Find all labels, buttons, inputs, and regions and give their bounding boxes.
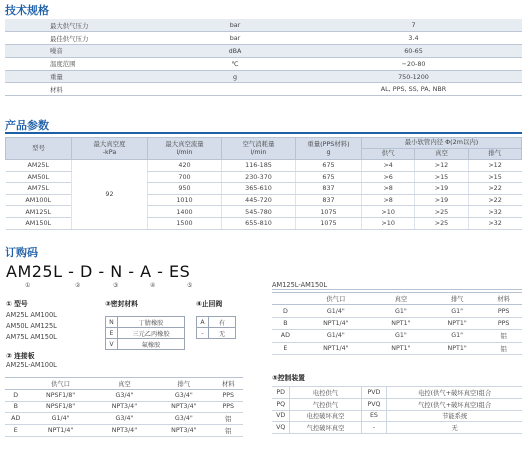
control-cell: PVD [361, 387, 387, 399]
right-cell: G1/4" [299, 330, 373, 342]
product-row [6, 160, 522, 172]
product-model: AM125L [6, 206, 72, 218]
right-cell: NPT1" [373, 342, 429, 354]
spec-row [5, 45, 522, 58]
left-col: 真空 [95, 378, 154, 390]
left-cell: NPT3/4" [95, 425, 154, 437]
left-cell: E [5, 425, 26, 437]
spec-value: 3.4 [305, 32, 522, 45]
product-rule [5, 132, 522, 134]
product-vac: >15 [415, 171, 468, 183]
right-row [272, 305, 522, 317]
right-cell: AD [272, 330, 299, 342]
left-col [5, 378, 26, 390]
left-cell: G3/4" [154, 413, 213, 425]
seal-code: V [106, 339, 118, 350]
left-cell: PPS [214, 389, 243, 401]
spec-row [5, 83, 522, 96]
product-weight: 837 [296, 183, 362, 195]
product-supply: >8 [362, 194, 415, 206]
spec-unit: dBA [165, 45, 305, 58]
col-model: 型号 [6, 138, 72, 160]
left-cell: AD [5, 413, 26, 425]
product-exhaust: >15 [468, 171, 521, 183]
control-cell: VQ [272, 422, 290, 434]
seal-row [106, 317, 185, 328]
seal-desc: 氟橡胶 [118, 339, 185, 350]
control-cell: PQ [272, 398, 290, 410]
control-cell: 无 [387, 422, 522, 434]
right-col: 材料 [485, 293, 522, 305]
product-exhaust: >32 [468, 206, 521, 218]
spec-param: 最大供气压力 [5, 19, 165, 32]
right-col: 排气 [429, 293, 485, 305]
spec-row [5, 70, 522, 83]
left-col: 材料 [214, 378, 243, 390]
product-weight: 675 [296, 160, 362, 172]
spec-value: 60-65 [305, 45, 522, 58]
spec-value: 7 [305, 19, 522, 32]
product-air: 545-780 [222, 206, 296, 218]
product-supply: >10 [362, 206, 415, 218]
control-cell: - [361, 422, 387, 434]
spec-param: 最佳供气压力 [5, 32, 165, 45]
product-vac: >19 [415, 194, 468, 206]
right-cell: D [272, 305, 299, 317]
right-cell: NPT1" [373, 317, 429, 329]
check-table [196, 316, 236, 339]
check-desc: 无 [209, 328, 236, 339]
product-exhaust: >22 [468, 194, 521, 206]
right-cell: 铝 [485, 330, 522, 342]
col-vac: 真空 [415, 149, 468, 160]
left-row [5, 425, 243, 437]
product-flow: 950 [148, 183, 222, 195]
control-cell: 节能系统 [387, 410, 522, 422]
product-weight: 1075 [296, 217, 362, 229]
check-row [197, 317, 236, 328]
right-col: 供气口 [299, 293, 373, 305]
product-air: 445-720 [222, 194, 296, 206]
left-cell: G3/4" [95, 389, 154, 401]
left-header [5, 378, 243, 390]
control-row [272, 422, 522, 434]
product-air: 365-610 [222, 183, 296, 195]
product-exhaust: >32 [468, 217, 521, 229]
left-row [5, 413, 243, 425]
control-cell: ES [361, 410, 387, 422]
spec-row [5, 57, 522, 70]
right-row [272, 330, 522, 342]
control-cell: 电控(供气+破坏真空)组合 [387, 387, 522, 399]
control-row [272, 387, 522, 399]
left-cell: G3/4" [154, 389, 213, 401]
control-cell: 电控供气 [290, 387, 361, 399]
product-flow: 420 [148, 160, 222, 172]
code-num-3: ③ [113, 282, 119, 289]
product-exhaust: >12 [468, 160, 521, 172]
right-header [272, 293, 522, 305]
product-flow: 1500 [148, 217, 222, 229]
spec-param: 重量 [5, 70, 165, 83]
right-cell: G1" [373, 305, 429, 317]
check-row [197, 328, 236, 339]
right-cell: NPT1/4" [299, 317, 373, 329]
spec-row [5, 32, 522, 45]
spec-unit: bar [165, 19, 305, 32]
spec-value: AL, PPS, SS, PA, NBR [305, 83, 522, 96]
product-flow: 1400 [148, 206, 222, 218]
control-cell: VD [272, 410, 290, 422]
spec-param: 噪音 [5, 45, 165, 58]
right-cell: E [272, 342, 299, 354]
check-code: A [197, 317, 209, 328]
seal-row [106, 339, 185, 350]
control-cell: 气控破坏真空 [290, 422, 361, 434]
control-row [272, 398, 522, 410]
right-cell: NPT1" [429, 342, 485, 354]
spec-row [5, 19, 522, 32]
right-row [272, 342, 522, 354]
right-cell: G1/4" [299, 305, 373, 317]
check-label: ④止回阀 [196, 300, 223, 308]
model-line: AM50L AM125L [6, 322, 57, 330]
code-num-5: ⑤ [187, 282, 193, 289]
spec-unit: ℃ [165, 57, 305, 70]
product-supply: >8 [362, 183, 415, 195]
seal-label: ③密封材料 [105, 300, 138, 308]
product-table [5, 137, 522, 230]
left-cell: 铝 [214, 425, 243, 437]
product-model: AM25L [6, 160, 72, 172]
right-cell: G1" [429, 305, 485, 317]
left-cell: G3/4" [95, 413, 154, 425]
product-model: AM50L [6, 171, 72, 183]
model-line: AM75L AM150L [6, 333, 57, 341]
control-label: ⑤控制装置 [272, 374, 305, 382]
product-weight: 837 [296, 194, 362, 206]
seal-desc: 丁腈橡胶 [118, 317, 185, 328]
model-list [6, 310, 57, 343]
model-label: ① 型号 [6, 300, 28, 308]
left-cell: NPT3/4" [154, 401, 213, 413]
left-cell: D [5, 389, 26, 401]
connect-label: ② 连接板 [6, 352, 35, 360]
control-cell: 气控供气 [290, 398, 361, 410]
left-row [5, 401, 243, 413]
right-row [272, 317, 522, 329]
left-cell: NPT3/4" [154, 425, 213, 437]
product-vac: >12 [415, 160, 468, 172]
spec-table [5, 19, 522, 96]
control-cell: PVQ [361, 398, 387, 410]
code-num-4: ④ [150, 282, 156, 289]
order-code: AM25L - D - N - A - ES [6, 262, 191, 281]
col-air: 空气消耗量 l/min [222, 138, 296, 160]
col-weight: 重量(PPS材料) g [296, 138, 362, 160]
spec-param: 材料 [5, 83, 165, 96]
product-air: 230-370 [222, 171, 296, 183]
product-flow: 1010 [148, 194, 222, 206]
control-cell: 电控破坏真空 [290, 410, 361, 422]
product-exhaust: >22 [468, 183, 521, 195]
seal-code: E [106, 328, 118, 339]
product-air: 655-810 [222, 217, 296, 229]
product-model: AM100L [6, 194, 72, 206]
col-hose: 最小软管内径 Φ(2m以内) [362, 138, 522, 149]
left-col: 排气 [154, 378, 213, 390]
col-flow: 最大真空流量 l/min [148, 138, 222, 160]
product-vac: >19 [415, 183, 468, 195]
product-supply: >6 [362, 171, 415, 183]
seal-code: N [106, 317, 118, 328]
order-title: 订购码 [5, 246, 38, 259]
product-air: 116-185 [222, 160, 296, 172]
left-cell: B [5, 401, 26, 413]
left-cell: G1/4" [26, 413, 94, 425]
left-cell: NPSF1/8" [26, 401, 94, 413]
product-model: AM75L [6, 183, 72, 195]
control-cell: 气控(供气+破坏真空)组合 [387, 398, 522, 410]
spec-param: 温度范围 [5, 57, 165, 70]
col-supply: 供气 [362, 149, 415, 160]
product-supply: >10 [362, 217, 415, 229]
right-col [272, 293, 299, 305]
product-weight: 675 [296, 171, 362, 183]
product-title: 产品参数 [5, 119, 49, 132]
right-cell: 铝 [485, 342, 522, 354]
right-cell: G1" [429, 330, 485, 342]
control-row [272, 410, 522, 422]
right-cell: PPS [485, 317, 522, 329]
seal-desc: 三元乙丙橡胶 [118, 328, 185, 339]
spec-value: −20-80 [305, 57, 522, 70]
right-caption: AM125L-AM150L [272, 281, 328, 289]
left-cell: NPT1/4" [26, 425, 94, 437]
model-line: AM25L AM100L [6, 311, 57, 319]
left-cell: 铝 [214, 413, 243, 425]
connect-table-large [272, 292, 522, 355]
product-weight: 1075 [296, 206, 362, 218]
check-code: - [197, 328, 209, 339]
spec-unit: bar [165, 32, 305, 45]
connect-sub: AM25L-AM100L [6, 361, 57, 369]
left-row [5, 389, 243, 401]
left-cell: NPT3/4" [95, 401, 154, 413]
product-vacuum: 92 [72, 160, 148, 230]
control-cell: PD [272, 387, 290, 399]
spec-title: 技术规格 [5, 4, 49, 17]
right-cell: NPT1/4" [299, 342, 373, 354]
product-model: AM150L [6, 217, 72, 229]
product-flow: 700 [148, 171, 222, 183]
right-cell: NPT1" [429, 317, 485, 329]
right-cell: G1" [373, 330, 429, 342]
right-rule [272, 289, 522, 290]
right-cell: B [272, 317, 299, 329]
col-vacuum: 最大真空度 -kPa [72, 138, 148, 160]
left-col: 供气口 [26, 378, 94, 390]
product-vac: >25 [415, 217, 468, 229]
control-table [272, 386, 522, 434]
connect-table-small [5, 377, 243, 437]
check-desc: 有 [209, 317, 236, 328]
left-cell: PPS [214, 401, 243, 413]
col-exhaust: 排气 [468, 149, 521, 160]
code-num-1: ① [25, 282, 31, 289]
product-supply: >4 [362, 160, 415, 172]
right-cell: PPS [485, 305, 522, 317]
code-num-2: ② [75, 282, 81, 289]
spec-unit: g [165, 70, 305, 83]
spec-value: 750-1200 [305, 70, 522, 83]
right-col: 真空 [373, 293, 429, 305]
seal-table [105, 316, 185, 350]
spec-unit [165, 83, 305, 96]
left-cell: NPSF1/8" [26, 389, 94, 401]
product-vac: >25 [415, 206, 468, 218]
seal-row [106, 328, 185, 339]
